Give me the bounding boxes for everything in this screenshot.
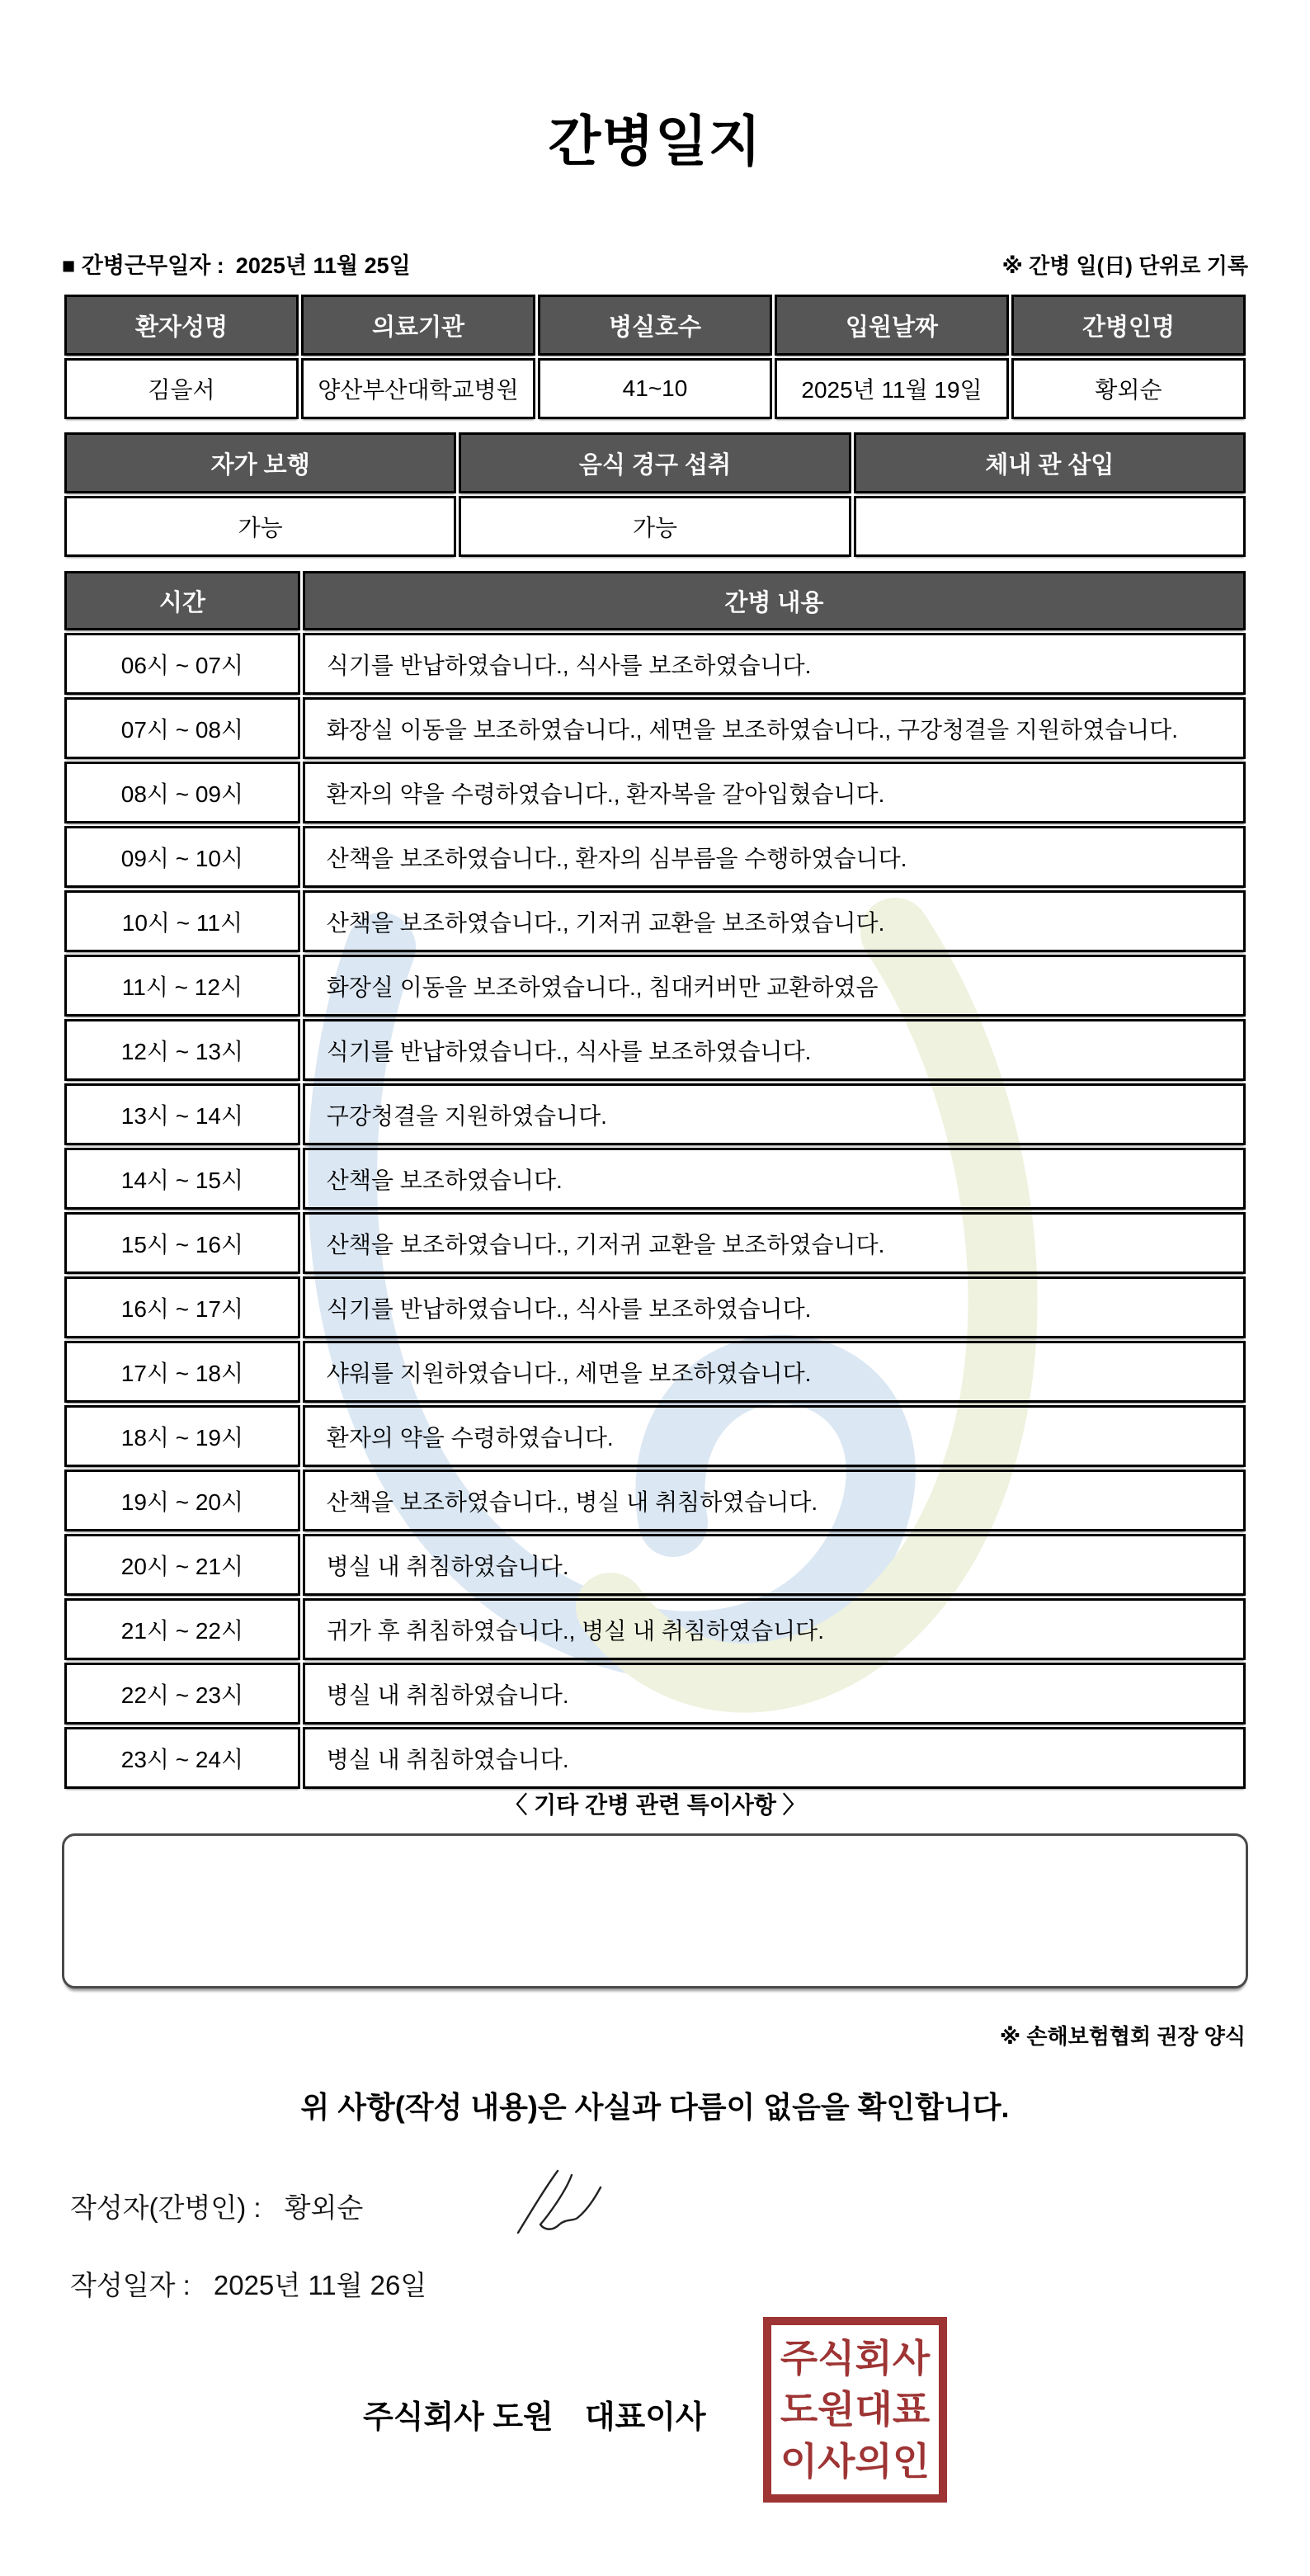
- care-row: [64, 955, 1246, 1017]
- admission-date-header: 입원날짜: [775, 295, 1009, 356]
- care-row: [64, 697, 1246, 759]
- caregiver-name-value: 황외순: [1011, 358, 1246, 419]
- written-date-value: 2025년 11월 26일: [213, 2270, 427, 2300]
- patient-name-header: 환자성명: [64, 295, 299, 356]
- care-time: 19시 ~ 20시: [64, 1470, 300, 1531]
- care-content: 병실 내 취침하였습니다.: [303, 1534, 1246, 1596]
- time-column-header: 시간: [64, 571, 300, 630]
- patient-header-row: [64, 295, 1246, 356]
- care-row: [64, 633, 1246, 695]
- status-value-row: [64, 496, 1246, 557]
- care-content: 산책을 보조하였습니다., 환자의 심부름을 수행하였습니다.: [303, 826, 1246, 888]
- header-info-row: [62, 248, 1248, 278]
- written-date-label: 작성일자 :: [70, 2270, 191, 2300]
- care-time: 17시 ~ 18시: [64, 1341, 300, 1403]
- care-row: [64, 1534, 1246, 1596]
- company-name: 주식회사 도원: [363, 2400, 554, 2435]
- care-time: 11시 ~ 12시: [64, 955, 300, 1017]
- room-number-header: 병실호수: [538, 295, 772, 356]
- care-time: 08시 ~ 09시: [64, 762, 300, 823]
- care-time: 20시 ~ 21시: [64, 1534, 300, 1596]
- care-time: 23시 ~ 24시: [64, 1727, 300, 1789]
- work-date: [62, 248, 411, 280]
- care-time: 21시 ~ 22시: [64, 1598, 300, 1660]
- self-walking-value: 가능: [64, 496, 456, 557]
- unit-note: ※ 간병 일(日) 단위로 기록: [1001, 253, 1248, 278]
- care-header-row: [64, 571, 1246, 630]
- written-date-line: [70, 2264, 426, 2303]
- medical-institution-value: 양산부산대학교병원: [301, 358, 535, 419]
- care-time: 09시 ~ 10시: [64, 826, 300, 888]
- care-time: 18시 ~ 19시: [64, 1405, 300, 1467]
- care-time: 10시 ~ 11시: [64, 890, 300, 952]
- ceo-title: 대표이사: [584, 2400, 706, 2435]
- care-time: 14시 ~ 15시: [64, 1148, 300, 1210]
- care-content: 병실 내 취침하였습니다.: [303, 1663, 1246, 1724]
- care-row: [64, 1663, 1246, 1724]
- handwritten-signature: [495, 2160, 660, 2267]
- care-time: 16시 ~ 17시: [64, 1276, 300, 1338]
- patient-name-value: 김을서: [64, 358, 299, 419]
- care-row: [64, 1341, 1246, 1403]
- care-log-table: [62, 569, 1248, 1791]
- work-date-label: ■ 간병근무일자 :: [62, 253, 224, 278]
- care-content: 병실 내 취침하였습니다.: [303, 1727, 1246, 1789]
- status-header-row: [64, 432, 1246, 493]
- care-content: 구강청결을 지원하였습니다.: [303, 1083, 1246, 1145]
- care-content: 식기를 반납하였습니다., 식사를 보조하였습니다.: [303, 1276, 1246, 1338]
- form-standard-note: ※ 손해보험협회 권장 양식: [999, 2024, 1246, 2049]
- admission-date-value: 2025년 11월 19일: [775, 358, 1009, 419]
- corporate-seal-stamp: [763, 2317, 947, 2503]
- care-row: [64, 826, 1246, 888]
- writer-label: 작성자(간병인) :: [70, 2192, 262, 2223]
- care-content: 화장실 이동을 보조하였습니다., 세면을 보조하였습니다., 구강청결을 지원하였습니다.: [303, 697, 1246, 759]
- work-date-value: 2025년 11월 25일: [235, 253, 411, 278]
- care-time: 13시 ~ 14시: [64, 1083, 300, 1145]
- tube-insertion-header: 체내 관 삽입: [854, 432, 1246, 493]
- patient-info-table: [62, 292, 1248, 422]
- care-row: [64, 1276, 1246, 1338]
- medical-institution-header: 의료기관: [301, 295, 535, 356]
- care-time: 07시 ~ 08시: [64, 697, 300, 759]
- care-row: [64, 1405, 1246, 1467]
- care-content: 환자의 약을 수령하였습니다.: [303, 1405, 1246, 1467]
- oral-intake-header: 음식 경구 섭취: [459, 432, 851, 493]
- care-content: 산책을 보조하였습니다., 기저귀 교환을 보조하였습니다.: [303, 1212, 1246, 1274]
- patient-value-row: [64, 358, 1246, 419]
- care-content: 환자의 약을 수령하였습니다., 환자복을 갈아입혔습니다.: [303, 762, 1246, 823]
- care-row: [64, 1019, 1246, 1081]
- care-content: 귀가 후 취침하였습니다., 병실 내 취침하였습니다.: [303, 1598, 1246, 1660]
- special-notes-heading: 〈 기타 간병 관련 특이사항 〉: [504, 1792, 806, 1818]
- stamp-text-row: 주식회사: [780, 2336, 931, 2380]
- room-number-value: 41~10: [538, 358, 772, 419]
- care-time: 12시 ~ 13시: [64, 1019, 300, 1081]
- care-content: 식기를 반납하였습니다., 식사를 보조하였습니다.: [303, 1019, 1246, 1081]
- care-content: 화장실 이동을 보조하였습니다., 침대커버만 교환하였음: [303, 955, 1246, 1017]
- care-time: 06시 ~ 07시: [64, 633, 300, 695]
- patient-status-table: [62, 430, 1248, 559]
- care-content: 산책을 보조하였습니다.: [303, 1148, 1246, 1210]
- care-content: 식기를 반납하였습니다., 식사를 보조하였습니다.: [303, 633, 1246, 695]
- company-line: [363, 2391, 706, 2437]
- caregiver-name-header: 간병인명: [1011, 295, 1246, 356]
- confirmation-statement: 위 사항(작성 내용)은 사실과 다름이 없음을 확인합니다.: [300, 2090, 1010, 2124]
- special-notes-box: [62, 1833, 1248, 1989]
- stamp-text-row: 이사의인: [780, 2439, 931, 2483]
- care-row: [64, 890, 1246, 952]
- writer-line: [70, 2187, 363, 2225]
- care-content: 샤워를 지원하였습니다., 세면을 보조하였습니다.: [303, 1341, 1246, 1403]
- care-row: [64, 1148, 1246, 1210]
- oral-intake-value: 가능: [459, 496, 851, 557]
- care-content-column-header: 간병 내용: [303, 571, 1246, 630]
- care-content: 산책을 보조하였습니다., 병실 내 취침하였습니다.: [303, 1470, 1246, 1531]
- care-time: 15시 ~ 16시: [64, 1212, 300, 1274]
- care-row: [64, 1212, 1246, 1274]
- care-row: [64, 762, 1246, 823]
- stamp-text-row: 도원대표: [780, 2388, 931, 2432]
- tube-insertion-value: [854, 496, 1246, 557]
- writer-name: 황외순: [284, 2192, 364, 2223]
- care-row: [64, 1083, 1246, 1145]
- care-time: 22시 ~ 23시: [64, 1663, 300, 1724]
- care-row: [64, 1727, 1246, 1789]
- care-row: [64, 1470, 1246, 1531]
- page-title: 간병일지: [548, 111, 762, 172]
- self-walking-header: 자가 보행: [64, 432, 456, 493]
- care-row: [64, 1598, 1246, 1660]
- care-content: 산책을 보조하였습니다., 기저귀 교환을 보조하였습니다.: [303, 890, 1246, 952]
